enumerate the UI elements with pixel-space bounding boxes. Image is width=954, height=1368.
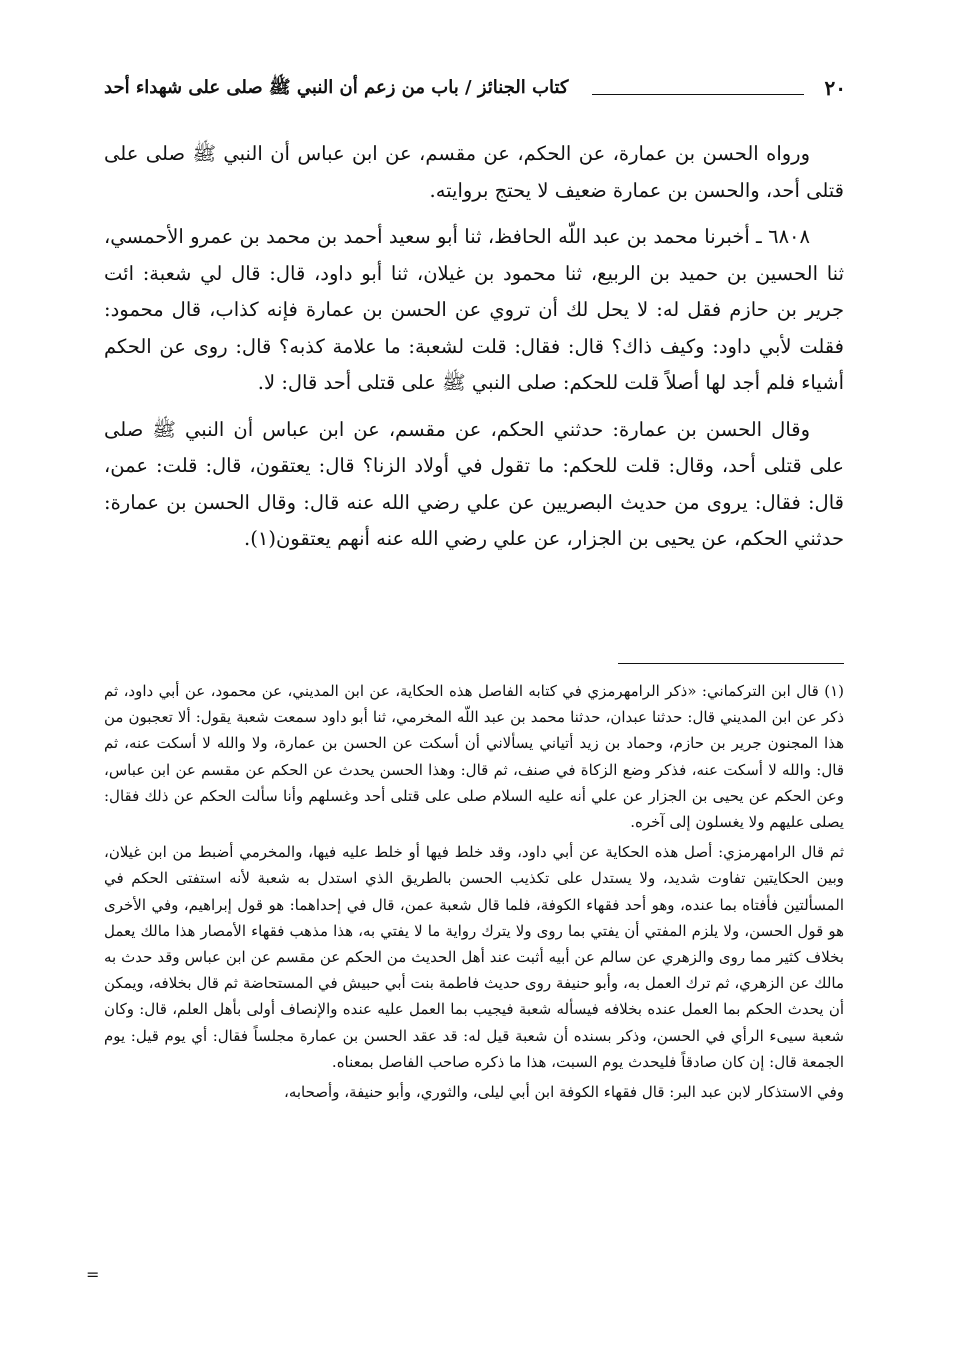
continuation-mark: =: [86, 1265, 100, 1284]
header-rule: [592, 94, 804, 95]
main-text: [104, 136, 844, 568]
footnote-reference: (١).: [244, 527, 276, 550]
footnote-paragraph-3: وفي الاستذكار لابن عبد البر: قال فقهاء الكوفة ابن أبي ليلى، والثوري، وأبو حنيفة، وأصحابه،: [283, 1083, 844, 1102]
main-paragraph-3: [104, 412, 844, 558]
page-header: [104, 76, 846, 108]
footnote-separator: [618, 663, 844, 664]
footnotes: [104, 678, 844, 1109]
page-number: ٢٠: [824, 76, 846, 100]
main-paragraph-3-text: وقال الحسن بن عمارة: حدثني الحكم، عن مقسم، عن ابن عباس أن النبي ﷺ صلى على قتلى أحد، وقال: قلت للحكم: ما تقول في أولاد الزنا؟ قال: يعتقون، قال: قلت: عمن، قال: فقال: يروى من حديث البصريين عن علي رضي الله عنه قال: وقال الحسن بن عمارة: حدثني الحكم، عن يحيى بن الجزار، عن علي رضي الله عنه أنهم يعتقون: [104, 417, 844, 550]
footnote-paragraph-2: ثم قال الرامهرمزي: أصل هذه الحكاية عن أبي داود، وقد خلط فيها أو خلط عليه فيها، والمخرمي أضبط من ابن غيلان، وبين الحكايتين تفاوت شديد، ولا يستدل على تكذيب الحسن بالطريق الذي استدل به شعبة لأنه استفتى الحكم في المسألتين فأفتاه بما عنده، وهو أحد فقهاء الكوفة، فلما قال شعبة عمن، قال في إحداهما: هو قول إبراهيم، وفي الأخرى هو قول الحسن، ولا يلزم المفتي أن يفتي بما روى ولا يترك رواية ما لا يفتي به، هذا مذهب فقهاء الأمصار هذا مالك يعمل بخلاف كثير مما روى والزهري عن سالم عن أبيه أثبت عند أهل الحديث من الحكم عن مقسم عن ابن عباس وقد حدث به مالك عن الزهري، ثم ترك العمل به، وأبو حنيفة روى حديث فاطمة بنت أبي حبيش في المستحاضة ثم قال بخلافه، ويمكن أن يحدث الحكم بما العمل عنده بخلافه فيسأله شعبة فيجيب بما العمل عليه عنده والإنصاف أولى بأهل العلم، قال: وكان شعبة سيىء الرأي في الحسن، وذكر بسنده أن شعبة قيل له: قد عقد الحسن بن عمارة مجلساً فقال: أي يوم قيل: يوم الجمعة قال: إن كان صادقاً فليحدث يوم السبت، هذا ما ذكره صاحب الفاصل بمعناه.: [104, 843, 845, 1071]
running-title: كتاب الجنائز / باب من زعم أن النبي ﷺ صلى على شهداء أحد: [104, 77, 569, 98]
main-paragraph-2: ٦٨٠٨ ـ أخبرنا محمد بن عبد اللّه الحافظ، ثنا أبو سعيد أحمد بن محمد بن عمرو الأحمسي، ثنا الحسين بن حميد بن الربيع، ثنا محمود بن غيلان، ثنا أبو داود، قال: قال لي شعبة: ائت جرير بن حازم فقل له: لا يحل لك أن تروي عن الحسن بن عمارة فإنه كذاب، قال محمود: فقلت لأبي داود: وكيف ذاك؟ قال: فقال: قلت لشعبة: ما علامة كذبه؟ قال: روى عن الحكم أشياء فلم أجد لها أصلاً قلت للحكم: صلى النبي ﷺ على قتلى أحد قال: لا.: [104, 225, 844, 394]
footnote-paragraph-1: (١) قال ابن التركماني: «ذكر الرامهرمزي في كتابه الفاصل هذه الحكاية، عن ابن المديني، عن محمود، عن أبي داود، ثم ذكر عن ابن المديني قال: حدثنا عبدان، حدثنا محمد بن عبد اللّه المخرمي، ثنا أبو داود سمعت شعبة يقول: ألا تعجبون من هذا المجنون جرير بن حازم، وحماد بن زيد أتياني يسألاني أن أسكت عن الحسن بن عمارة، ولا والله لا أسكت عنه، ثم قال: والله لا أسكت عنه، فذكر وضع الزكاة في صنف، ثم قال: وهذا الحسن يحدث عن الحكم عن مقسم عن ابن عباس، وعن الحكم عن يحيى بن الجزار عن علي أنه عليه السلام صلى على قتلى أحد وغسلهم وأنا سألت الحكم عن ذلك فقال: يصلى عليهم ولا يغسلون إلى آخره.: [104, 682, 844, 832]
main-paragraph-1: ورواه الحسن بن عمارة، عن الحكم، عن مقسم، عن ابن عباس أن النبي ﷺ صلى على قتلى أحد، والحسن بن عمارة ضعيف لا يحتج بروايته.: [104, 142, 844, 202]
